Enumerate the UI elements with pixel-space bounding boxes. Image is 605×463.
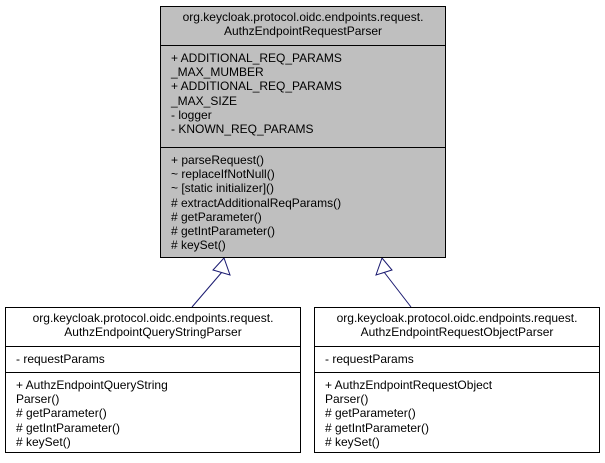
operation: + parseRequest()	[171, 153, 265, 167]
attributes-section	[161, 45, 445, 147]
attributes-section	[315, 346, 599, 372]
class-name	[161, 7, 445, 45]
operations-section	[161, 147, 445, 254]
operation: # keySet()	[171, 238, 226, 253]
operation: # keySet()	[325, 434, 380, 449]
operation: # extractAdditionalReqParams()	[171, 195, 342, 210]
edge-request-object-parser	[384, 272, 411, 307]
attribute: - KNOWN_REQ_PARAMS	[171, 122, 314, 137]
attribute: - requestParams	[16, 352, 105, 366]
edge-query-string-parser	[192, 272, 222, 307]
attribute: + ADDITIONAL_REQ_PARAMS	[171, 79, 342, 94]
operation: # getIntParameter()	[171, 224, 276, 239]
class-name-line: org.keycloak.protocol.oidc.endpoints.request.	[32, 311, 274, 325]
operations-section	[6, 372, 300, 451]
operation: Parser()	[325, 392, 369, 407]
class-name-line: org.keycloak.protocol.oidc.endpoints.request.	[182, 10, 424, 24]
attribute: _MAX_MUMBER	[171, 65, 264, 80]
operation: # getParameter()	[325, 406, 416, 421]
attribute: - logger	[171, 107, 212, 122]
operation: # getIntParameter()	[16, 420, 121, 435]
operations-section	[315, 372, 599, 451]
operation: ~ [static initializer]()	[171, 181, 275, 196]
generalization-arrow-right	[376, 258, 392, 275]
generalization-arrow-left	[213, 258, 230, 275]
class-name-line: AuthzEndpointRequestParser	[223, 24, 383, 39]
class-authz-endpoint-request-parser	[160, 6, 446, 258]
operation: Parser()	[16, 392, 60, 407]
operation: # getParameter()	[16, 406, 107, 421]
class-name-line: AuthzEndpointQueryStringParser	[64, 325, 242, 340]
attributes-section	[6, 346, 300, 372]
attribute: + ADDITIONAL_REQ_PARAMS	[171, 51, 342, 65]
class-authz-endpoint-query-string-parser	[5, 307, 301, 453]
class-name-line: org.keycloak.protocol.oidc.endpoints.request.	[336, 311, 578, 325]
class-name	[315, 308, 599, 346]
operation: # keySet()	[16, 434, 71, 449]
attribute: - requestParams	[325, 352, 414, 366]
class-name	[6, 308, 300, 346]
operation: + AuthzEndpointRequestObject	[325, 378, 493, 392]
operation: # getParameter()	[171, 209, 262, 224]
operation: + AuthzEndpointQueryString	[16, 378, 168, 392]
class-name-line: AuthzEndpointRequestObjectParser	[360, 325, 554, 340]
operation: ~ replaceIfNotNull()	[171, 167, 275, 182]
class-authz-endpoint-request-object-parser	[314, 307, 600, 453]
operation: # getIntParameter()	[325, 420, 430, 435]
attribute: _MAX_SIZE	[171, 93, 238, 108]
